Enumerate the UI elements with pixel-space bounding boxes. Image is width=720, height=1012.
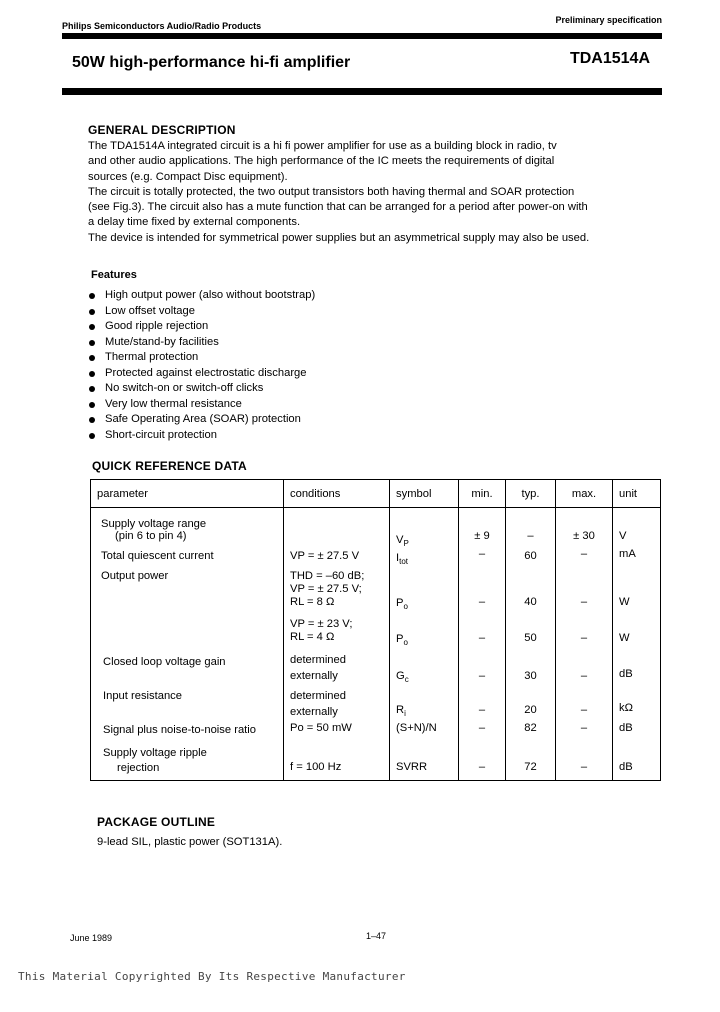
cell-unit: dB xyxy=(613,722,661,742)
cell-typ: 50 xyxy=(506,616,556,650)
bullet-icon xyxy=(89,293,95,299)
description-line: sources (e.g. Compact Disc equipment). xyxy=(88,170,288,183)
table-row xyxy=(91,742,661,780)
cell-min: – xyxy=(459,742,506,780)
features-heading: Features xyxy=(91,269,137,281)
feature-item xyxy=(89,350,489,366)
cell-max: – xyxy=(556,570,613,616)
general-description-heading: GENERAL DESCRIPTION xyxy=(88,123,236,137)
parameter-subtext: rejection xyxy=(117,762,160,774)
condition-line: determined xyxy=(290,690,346,702)
col-min: min. xyxy=(459,480,506,508)
feature-text: Thermal protection xyxy=(105,351,199,363)
cell-unit: W xyxy=(613,570,661,616)
bullet-icon xyxy=(89,371,95,377)
cell-typ: 30 xyxy=(506,650,556,688)
cell-parameter xyxy=(91,508,284,549)
parameter-text: Supply voltage range xyxy=(101,518,207,530)
cell-max: – xyxy=(556,548,613,570)
feature-item xyxy=(89,304,489,320)
cell-min: ± 9 xyxy=(459,508,506,549)
condition-line: VP = ± 23 V; xyxy=(290,618,353,630)
cell-min: – xyxy=(459,616,506,650)
table-row xyxy=(91,570,661,616)
condition-line: RL = 4 Ω xyxy=(290,631,335,643)
feature-item xyxy=(89,412,489,428)
cell-conditions: f = 100 Hz xyxy=(284,742,390,780)
feature-text: Short-circuit protection xyxy=(105,428,217,441)
footer-page-number: 1–47 xyxy=(366,931,387,941)
part-number: TDA1514A xyxy=(569,50,650,67)
cell-unit: W xyxy=(613,616,661,650)
symbol-subscript: P xyxy=(403,539,409,548)
cell-symbol xyxy=(390,548,459,570)
bullet-icon xyxy=(89,324,95,330)
cell-symbol xyxy=(390,616,459,650)
parameter-subtext: (pin 6 to pin 4) xyxy=(115,530,187,542)
cell-symbol xyxy=(390,742,459,780)
col-symbol: symbol xyxy=(390,480,459,508)
company-name: Philips Semiconductors Audio/Radio Products xyxy=(62,21,262,31)
feature-text: Low offset voltage xyxy=(105,304,195,317)
bullet-icon xyxy=(89,309,95,315)
header-rule-bottom xyxy=(62,88,662,95)
symbol-text: SVRR xyxy=(396,761,428,773)
cell-max: – xyxy=(556,742,613,780)
cell-max: ± 30 xyxy=(556,508,613,549)
symbol-text: P xyxy=(396,597,404,609)
bullet-icon xyxy=(89,433,95,439)
symbol-subscript: c xyxy=(404,675,409,684)
feature-item xyxy=(89,397,489,413)
feature-text: Very low thermal resistance xyxy=(105,397,242,410)
cell-parameter xyxy=(91,742,284,780)
cell-max: – xyxy=(556,650,613,688)
symbol-text: R xyxy=(396,704,405,716)
copyright-notice: This Material Copyrighted By Its Respective Manufacturer xyxy=(18,970,406,983)
cell-parameter: Input resistance xyxy=(91,688,284,722)
description-line: The device is intended for symmetrical power supplies but an asymmetrical supply may also be used. xyxy=(88,231,590,244)
cell-typ: – xyxy=(506,508,556,549)
feature-item xyxy=(89,366,489,382)
package-outline-text: 9-lead SIL, plastic power (SOT131A). xyxy=(97,836,283,848)
symbol-subscript: tot xyxy=(399,557,409,566)
package-outline-heading: PACKAGE OUTLINE xyxy=(97,815,216,829)
feature-text: Protected against electrostatic discharge xyxy=(105,366,307,379)
feature-text: No switch-on or switch-off clicks xyxy=(105,382,264,394)
quick-reference-heading: QUICK REFERENCE DATA xyxy=(92,459,247,473)
symbol-subscript: o xyxy=(403,602,408,611)
cell-unit: mA xyxy=(613,548,661,570)
col-typ: typ. xyxy=(506,480,556,508)
feature-item xyxy=(89,288,489,304)
description-line: a delay time fixed by external components. xyxy=(88,216,301,229)
cell-symbol xyxy=(390,508,459,549)
bullet-icon xyxy=(89,402,95,408)
document-status: Preliminary specification xyxy=(555,15,662,25)
cell-max: – xyxy=(556,616,613,650)
cell-min: – xyxy=(459,650,506,688)
cell-parameter: Closed loop voltage gain xyxy=(91,650,284,688)
cell-parameter: Output power xyxy=(91,570,284,616)
col-max: max. xyxy=(556,480,613,508)
cell-symbol xyxy=(390,722,459,742)
table-row xyxy=(91,688,661,722)
document-title: 50W high-performance hi-fi amplifier xyxy=(72,54,351,71)
cell-conditions: VP = ± 27.5 V xyxy=(284,548,390,570)
bullet-icon xyxy=(89,355,95,361)
feature-text: Good ripple rejection xyxy=(105,320,209,332)
feature-item xyxy=(89,335,489,351)
symbol-subscript: o xyxy=(403,638,408,647)
cell-conditions: Po = 50 mW xyxy=(284,722,390,742)
table-row xyxy=(91,548,661,570)
condition-line: determined xyxy=(290,654,346,666)
cell-symbol xyxy=(390,650,459,688)
cell-symbol xyxy=(390,688,459,722)
cell-unit: V xyxy=(613,508,661,549)
cell-typ: 60 xyxy=(506,548,556,570)
footer-date: June 1989 xyxy=(70,933,113,943)
cell-unit: dB xyxy=(613,650,661,688)
cell-max: – xyxy=(556,722,613,742)
description-line: The circuit is totally protected, the two output transistors both having thermal and SOAR protection xyxy=(88,185,575,198)
cell-min: – xyxy=(459,688,506,722)
symbol-text: V xyxy=(396,534,404,546)
col-conditions: conditions xyxy=(284,480,390,508)
condition-line: externally xyxy=(290,706,338,718)
features-list xyxy=(89,288,489,443)
cell-parameter: Signal plus noise-to-noise ratio xyxy=(91,722,284,742)
cell-symbol xyxy=(390,570,459,616)
col-parameter: parameter xyxy=(91,480,284,508)
general-description-body xyxy=(88,139,668,246)
description-line: (see Fig.3). The circuit also has a mute function that can be arranged for a period after power-on with xyxy=(88,201,588,214)
condition-line: RL = 8 Ω xyxy=(290,596,335,608)
cell-typ: 20 xyxy=(506,688,556,722)
header-rule-top xyxy=(62,33,662,39)
quick-reference-table xyxy=(90,479,661,781)
table-header-row xyxy=(91,480,661,508)
cell-min: – xyxy=(459,548,506,570)
cell-parameter: Total quiescent current xyxy=(91,548,284,570)
bullet-icon xyxy=(89,340,95,346)
cell-conditions xyxy=(284,508,390,549)
condition-line: THD = –60 dB; xyxy=(290,570,365,582)
feature-text: High output power (also without bootstrap) xyxy=(105,289,316,301)
cell-max: – xyxy=(556,688,613,722)
condition-line: VP = ± 27.5 V; xyxy=(290,583,362,595)
cell-conditions xyxy=(284,570,390,616)
feature-item xyxy=(89,381,489,397)
symbol-text: I xyxy=(396,552,400,564)
cell-min: – xyxy=(459,722,506,742)
cell-typ: 82 xyxy=(506,722,556,742)
table-row xyxy=(91,508,661,549)
feature-item xyxy=(89,428,489,444)
cell-conditions xyxy=(284,650,390,688)
condition-line: externally xyxy=(290,670,338,682)
cell-min: – xyxy=(459,570,506,616)
bullet-icon xyxy=(89,417,95,423)
symbol-text: G xyxy=(396,670,405,682)
description-line: The TDA1514A integrated circuit is a hi fi power amplifier for use as a building block in radio, tv xyxy=(88,140,557,152)
feature-text: Mute/stand-by facilities xyxy=(105,335,219,348)
symbol-subscript: i xyxy=(404,709,406,718)
parameter-text: Supply voltage ripple xyxy=(103,747,207,759)
cell-conditions xyxy=(284,688,390,722)
table-row xyxy=(91,650,661,688)
col-unit: unit xyxy=(613,480,661,508)
cell-unit: kΩ xyxy=(613,688,661,722)
feature-item xyxy=(89,319,489,335)
cell-parameter xyxy=(91,616,284,650)
cell-conditions xyxy=(284,616,390,650)
symbol-text: (S+N)/N xyxy=(396,722,437,734)
symbol-text: P xyxy=(396,633,404,645)
cell-typ: 40 xyxy=(506,570,556,616)
cell-typ: 72 xyxy=(506,742,556,780)
feature-text: Safe Operating Area (SOAR) protection xyxy=(105,413,301,425)
bullet-icon xyxy=(89,386,95,392)
description-line: and other audio applications. The high performance of the IC meets the requirements of digital xyxy=(88,155,555,168)
cell-unit: dB xyxy=(613,742,661,780)
table-row xyxy=(91,616,661,650)
table-row xyxy=(91,722,661,742)
